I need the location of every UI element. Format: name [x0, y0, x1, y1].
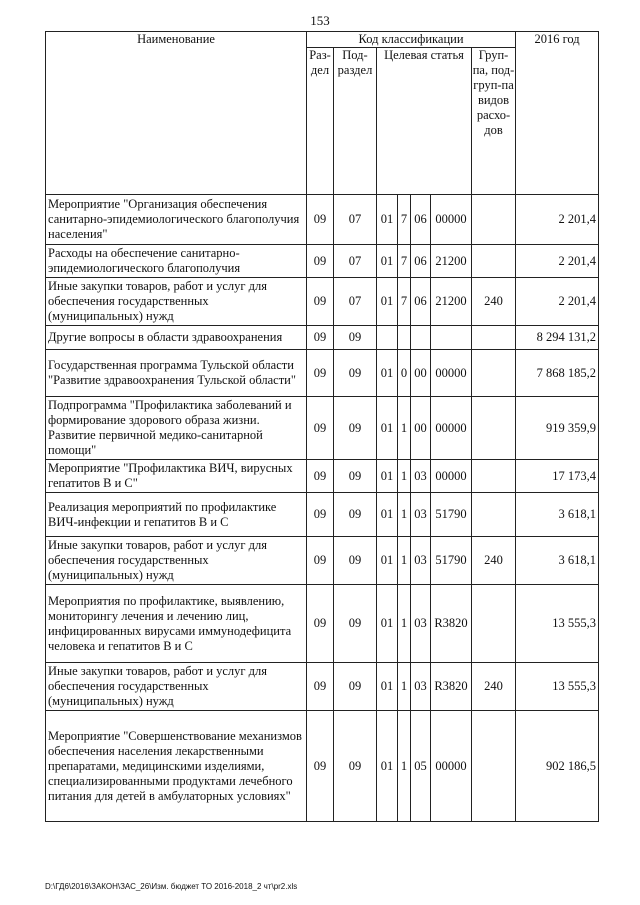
row-target-subprogram: 1	[398, 493, 411, 537]
row-target-subprogram	[398, 326, 411, 350]
row-target-subprogram: 0	[398, 350, 411, 397]
row-expense-group: 240	[472, 278, 516, 326]
row-name: Подпрограмма "Профилактика заболеваний и формирование здорового образа жизни. Развитие первичной медико-санитарной помощи"	[46, 397, 307, 460]
row-target-program: 01	[377, 493, 398, 537]
row-target-program: 01	[377, 585, 398, 663]
row-expense-group: 240	[472, 537, 516, 585]
row-subsection: 07	[334, 278, 377, 326]
row-section: 09	[307, 711, 334, 822]
row-target-event: 03	[411, 585, 431, 663]
row-target-event: 03	[411, 493, 431, 537]
row-target-event: 03	[411, 537, 431, 585]
row-expense-group: 240	[472, 663, 516, 711]
row-expense-group	[472, 460, 516, 493]
table-row	[46, 397, 599, 460]
row-target-direction: 00000	[431, 711, 472, 822]
row-amount: 17 173,4	[516, 460, 599, 493]
row-amount: 13 555,3	[516, 585, 599, 663]
row-name: Мероприятия по профилактике, выявлению, мониторингу лечения и лечению лиц, инфицированных вирусами иммунодефицита человека и гепатитов В и С	[46, 585, 307, 663]
row-amount: 13 555,3	[516, 663, 599, 711]
row-expense-group	[472, 245, 516, 278]
row-subsection: 07	[334, 245, 377, 278]
row-amount: 8 294 131,2	[516, 326, 599, 350]
row-target-program	[377, 326, 398, 350]
row-section: 09	[307, 245, 334, 278]
budget-table	[45, 31, 599, 822]
row-name: Государственная программа Тульской области "Развитие здравоохранения Тульской области"	[46, 350, 307, 397]
row-amount: 2 201,4	[516, 278, 599, 326]
row-section: 09	[307, 493, 334, 537]
row-section: 09	[307, 278, 334, 326]
row-target-event: 05	[411, 711, 431, 822]
row-target-direction: 00000	[431, 195, 472, 245]
row-expense-group	[472, 711, 516, 822]
row-target-subprogram: 1	[398, 537, 411, 585]
row-expense-group	[472, 397, 516, 460]
row-subsection: 09	[334, 663, 377, 711]
row-subsection: 09	[334, 397, 377, 460]
row-target-direction: 51790	[431, 493, 472, 537]
row-amount: 3 618,1	[516, 493, 599, 537]
row-section: 09	[307, 537, 334, 585]
row-name: Иные закупки товаров, работ и услуг для обеспечения государственных (муниципальных) нужд	[46, 537, 307, 585]
row-section: 09	[307, 663, 334, 711]
row-target-program: 01	[377, 245, 398, 278]
header-name: Наименование	[46, 32, 307, 195]
row-target-event: 06	[411, 195, 431, 245]
row-target-subprogram: 1	[398, 663, 411, 711]
table-row	[46, 493, 599, 537]
row-name: Другие вопросы в области здравоохранения	[46, 326, 307, 350]
table-row	[46, 326, 599, 350]
row-amount: 2 201,4	[516, 195, 599, 245]
table-row	[46, 663, 599, 711]
row-target-direction: 21200	[431, 245, 472, 278]
header-code-classification: Код классификации	[307, 32, 516, 48]
row-target-event: 00	[411, 397, 431, 460]
table-row	[46, 460, 599, 493]
row-target-program: 01	[377, 711, 398, 822]
row-subsection: 09	[334, 585, 377, 663]
row-expense-group	[472, 585, 516, 663]
row-target-program: 01	[377, 195, 398, 245]
row-amount: 902 186,5	[516, 711, 599, 822]
row-target-event	[411, 326, 431, 350]
row-section: 09	[307, 350, 334, 397]
row-name: Мероприятие "Профилактика ВИЧ, вирусных гепатитов В и С"	[46, 460, 307, 493]
row-target-direction	[431, 326, 472, 350]
row-amount: 2 201,4	[516, 245, 599, 278]
row-subsection: 07	[334, 195, 377, 245]
row-target-program: 01	[377, 350, 398, 397]
header-expense-group: Груп-па, под-груп-па видов расхо-дов	[472, 48, 516, 195]
table-row	[46, 350, 599, 397]
row-amount: 7 868 185,2	[516, 350, 599, 397]
row-target-direction: 21200	[431, 278, 472, 326]
row-amount: 919 359,9	[516, 397, 599, 460]
file-path-footer: D:\ГД6\2016\ЗАКОН\ЗАС_26\Изм. бюджет ТО 2016-2018_2 чт\pr2.xls	[45, 882, 298, 891]
row-target-subprogram: 7	[398, 245, 411, 278]
table-row	[46, 711, 599, 822]
row-target-event: 03	[411, 663, 431, 711]
row-name: Реализация мероприятий по профилактике ВИЧ-инфекции и гепатитов В и С	[46, 493, 307, 537]
row-subsection: 09	[334, 537, 377, 585]
row-expense-group	[472, 326, 516, 350]
table-body	[46, 195, 599, 822]
page-number: 153	[310, 13, 330, 28]
row-target-direction: 51790	[431, 537, 472, 585]
row-target-direction: 00000	[431, 397, 472, 460]
row-target-direction: 00000	[431, 350, 472, 397]
row-expense-group	[472, 195, 516, 245]
table-row	[46, 585, 599, 663]
row-section: 09	[307, 397, 334, 460]
row-target-event: 06	[411, 278, 431, 326]
header-year: 2016 год	[516, 32, 599, 195]
row-target-subprogram: 1	[398, 460, 411, 493]
table-row	[46, 245, 599, 278]
row-target-subprogram: 7	[398, 278, 411, 326]
row-name: Расходы на обеспечение санитарно-эпидемиологического благополучия	[46, 245, 307, 278]
row-target-program: 01	[377, 537, 398, 585]
header-subsection: Под-раздел	[334, 48, 377, 195]
row-target-subprogram: 1	[398, 711, 411, 822]
row-target-direction: 00000	[431, 460, 472, 493]
header-target-article: Целевая статья	[377, 48, 472, 195]
row-target-direction: R3820	[431, 585, 472, 663]
row-subsection: 09	[334, 326, 377, 350]
row-name: Иные закупки товаров, работ и услуг для обеспечения государственных (муниципальных) нужд	[46, 663, 307, 711]
row-target-subprogram: 1	[398, 397, 411, 460]
row-section: 09	[307, 460, 334, 493]
row-name: Мероприятие "Совершенствование механизмов обеспечения населения лекарственными препаратами, медицинскими изделиями, специализированными продуктами лечебного питания для детей в амбулаторных условиях"	[46, 711, 307, 822]
table-row	[46, 195, 599, 245]
row-subsection: 09	[334, 460, 377, 493]
row-target-direction: R3820	[431, 663, 472, 711]
row-target-subprogram: 1	[398, 585, 411, 663]
row-target-program: 01	[377, 397, 398, 460]
row-section: 09	[307, 326, 334, 350]
row-target-subprogram: 7	[398, 195, 411, 245]
row-amount: 3 618,1	[516, 537, 599, 585]
table-row	[46, 278, 599, 326]
row-target-event: 00	[411, 350, 431, 397]
row-expense-group	[472, 493, 516, 537]
row-subsection: 09	[334, 493, 377, 537]
row-subsection: 09	[334, 711, 377, 822]
row-section: 09	[307, 585, 334, 663]
row-subsection: 09	[334, 350, 377, 397]
table-row	[46, 537, 599, 585]
row-target-program: 01	[377, 460, 398, 493]
row-target-program: 01	[377, 278, 398, 326]
row-expense-group	[472, 350, 516, 397]
row-target-event: 03	[411, 460, 431, 493]
row-name: Мероприятие "Организация обеспечения санитарно-эпидемиологического благополучия населения"	[46, 195, 307, 245]
header-section: Раз-дел	[307, 48, 334, 195]
row-target-event: 06	[411, 245, 431, 278]
row-target-program: 01	[377, 663, 398, 711]
row-name: Иные закупки товаров, работ и услуг для обеспечения государственных (муниципальных) нужд	[46, 278, 307, 326]
row-section: 09	[307, 195, 334, 245]
